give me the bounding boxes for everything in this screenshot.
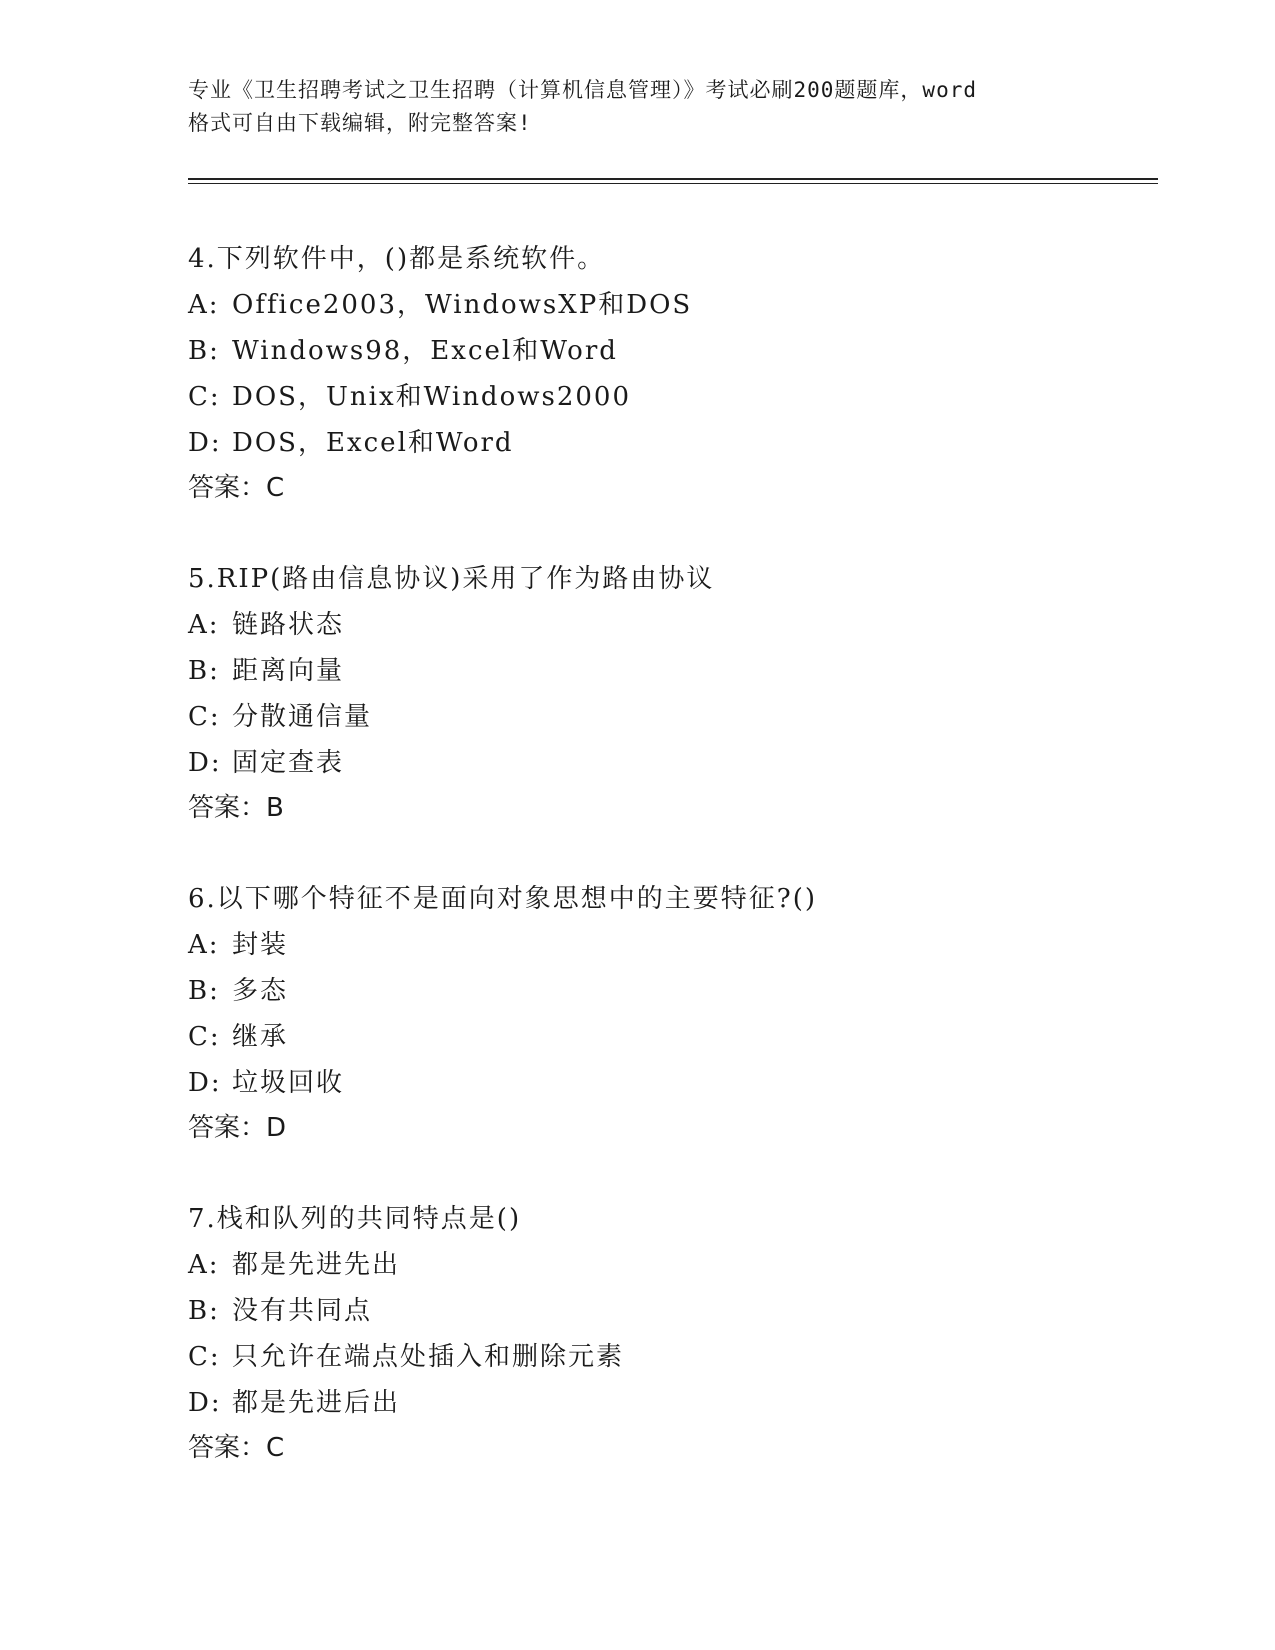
option-letter: A:: [188, 1250, 220, 1280]
question-block: [188, 556, 1168, 830]
option-letter: B:: [188, 1296, 220, 1326]
option-text: Office2003，WindowsXP和DOS: [232, 290, 693, 320]
option-letter: A:: [188, 290, 220, 320]
option-text: Windows98，Excel和Word: [232, 336, 618, 366]
option-letter: D:: [188, 428, 222, 458]
header-line-1: 专业《卫生招聘考试之卫生招聘（计算机信息管理）》考试必刷200题题库，word: [188, 78, 977, 102]
option-text: 链路状态: [232, 610, 345, 640]
option-a: [188, 282, 1168, 328]
option-text: DOS，Unix和Windows2000: [232, 382, 631, 412]
option-text: 都是先进后出: [232, 1388, 401, 1418]
option-letter: C:: [188, 1342, 221, 1372]
question-stem: 5.RIP(路由信息协议)采用了作为路由协议: [188, 564, 715, 594]
option-text: 垃圾回收: [232, 1068, 345, 1098]
option-letter: A:: [188, 930, 220, 960]
option-b: [188, 968, 1168, 1014]
option-letter: C:: [188, 702, 221, 732]
question-block: [188, 236, 1168, 510]
option-text: 没有共同点: [232, 1296, 373, 1326]
option-text: 封装: [232, 930, 289, 960]
option-d: [188, 1060, 1168, 1106]
option-c: [188, 1014, 1168, 1060]
option-a: [188, 1242, 1168, 1288]
option-letter: C:: [188, 382, 221, 412]
option-b: [188, 648, 1168, 694]
option-text: DOS，Excel和Word: [232, 428, 514, 458]
option-letter: A:: [188, 610, 220, 640]
option-d: [188, 1380, 1168, 1426]
question-stem: 7.栈和队列的共同特点是(): [188, 1204, 522, 1234]
option-letter: C:: [188, 1022, 221, 1052]
question-stem: 4.下列软件中，()都是系统软件。: [188, 244, 606, 274]
option-d: [188, 420, 1168, 466]
answer-line: 答案：C: [188, 1433, 285, 1463]
option-b: [188, 1288, 1168, 1334]
option-text: 继承: [232, 1022, 289, 1052]
document-header: [188, 74, 1098, 140]
option-a: [188, 602, 1168, 648]
option-letter: D:: [188, 1388, 222, 1418]
option-letter: D:: [188, 1068, 222, 1098]
question-stem: 6.以下哪个特征不是面向对象思想中的主要特征?(): [188, 884, 818, 914]
option-a: [188, 922, 1168, 968]
answer-line: 答案：C: [188, 473, 285, 503]
header-line-2: 格式可自由下载编辑，附完整答案!: [188, 111, 532, 135]
option-letter: B:: [188, 976, 220, 1006]
option-text: 距离向量: [232, 656, 345, 686]
option-d: [188, 740, 1168, 786]
option-c: [188, 694, 1168, 740]
option-c: [188, 1334, 1168, 1380]
option-letter: B:: [188, 656, 220, 686]
header-divider-bottom: [188, 183, 1158, 184]
option-text: 都是先进先出: [232, 1250, 401, 1280]
option-letter: D:: [188, 748, 222, 778]
question-block: [188, 1196, 1168, 1470]
option-c: [188, 374, 1168, 420]
header-divider-top: [188, 178, 1158, 180]
option-b: [188, 328, 1168, 374]
option-text: 只允许在端点处插入和删除元素: [232, 1342, 625, 1372]
option-letter: B:: [188, 336, 220, 366]
answer-line: 答案：B: [188, 793, 284, 823]
option-text: 分散通信量: [232, 702, 373, 732]
option-text: 固定查表: [232, 748, 345, 778]
question-block: [188, 876, 1168, 1150]
answer-line: 答案：D: [188, 1113, 287, 1143]
option-text: 多态: [232, 976, 289, 1006]
